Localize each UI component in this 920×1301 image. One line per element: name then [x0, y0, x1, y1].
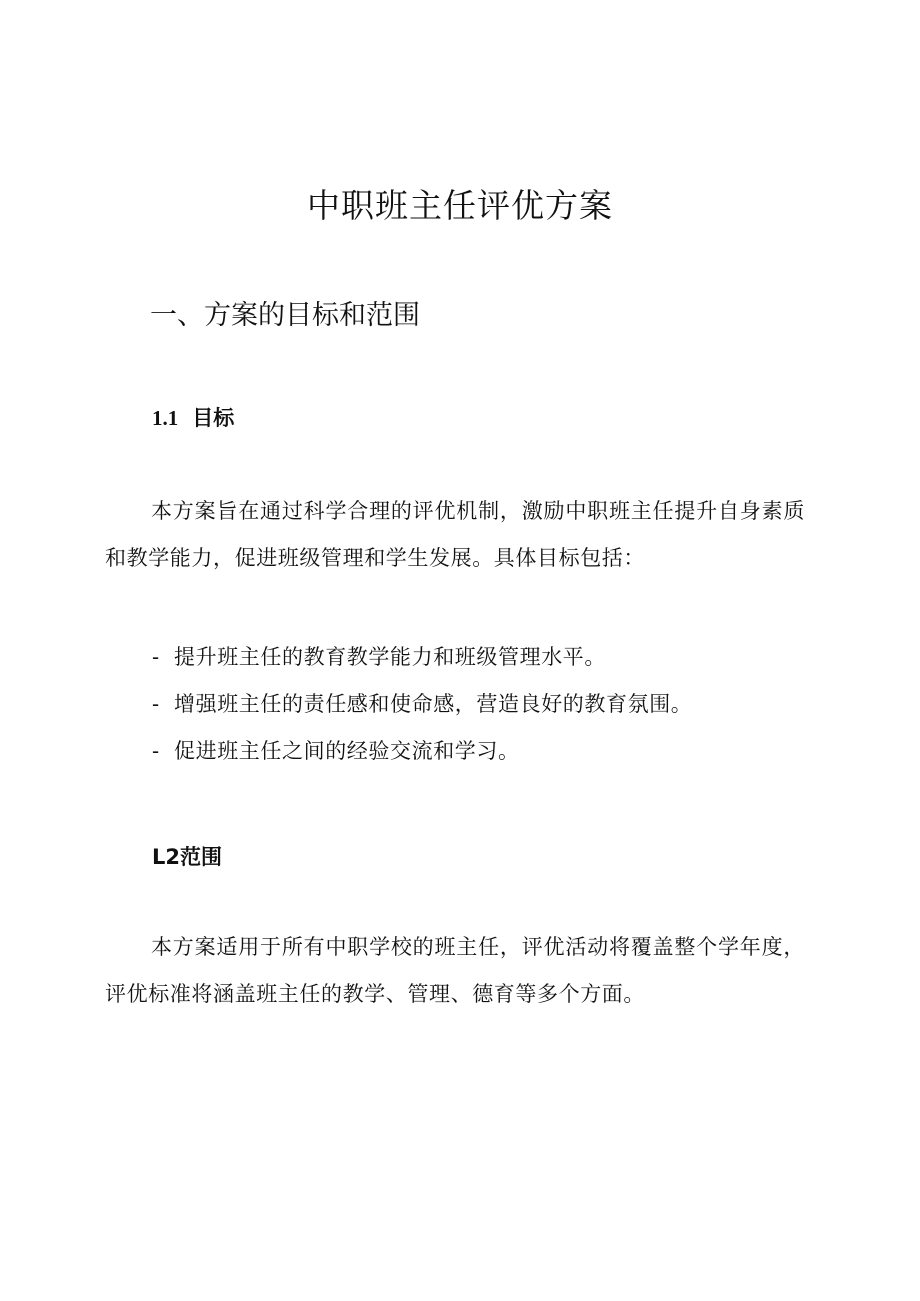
subsection-number: 1.1 — [152, 406, 179, 430]
list-item: - 增强班主任的责任感和使命感，营造良好的教育氛围。 — [152, 681, 692, 728]
goals-paragraph: 本方案旨在通过科学合理的评优机制，激励中职班主任提升自身素质和教学能力，促进班级管理和学生发展。具体目标包括： — [105, 499, 805, 570]
subsection-label: 目标 — [192, 406, 235, 430]
bullet-marker: - — [152, 692, 160, 716]
list-item: - 促进班主任之间的经验交流和学习。 — [152, 728, 692, 775]
bullet-marker: - — [152, 645, 160, 669]
scope-paragraph: 本方案适用于所有中职学校的班主任，评优活动将覆盖整个学年度，评优标准将涵盖班主任的教学、管理、德育等多个方面。 — [105, 935, 805, 1006]
document-title: 中职班主任评优方案 — [307, 186, 613, 225]
list-item: - 提升班主任的教育教学能力和班级管理水平。 — [152, 634, 692, 681]
subsection-heading-scope: L2范围 — [152, 845, 222, 869]
section-heading: 一、方案的目标和范围 — [150, 300, 420, 331]
subsection-heading-goals — [152, 402, 234, 434]
bullet-marker: - — [152, 739, 160, 763]
goals-list — [152, 634, 692, 775]
